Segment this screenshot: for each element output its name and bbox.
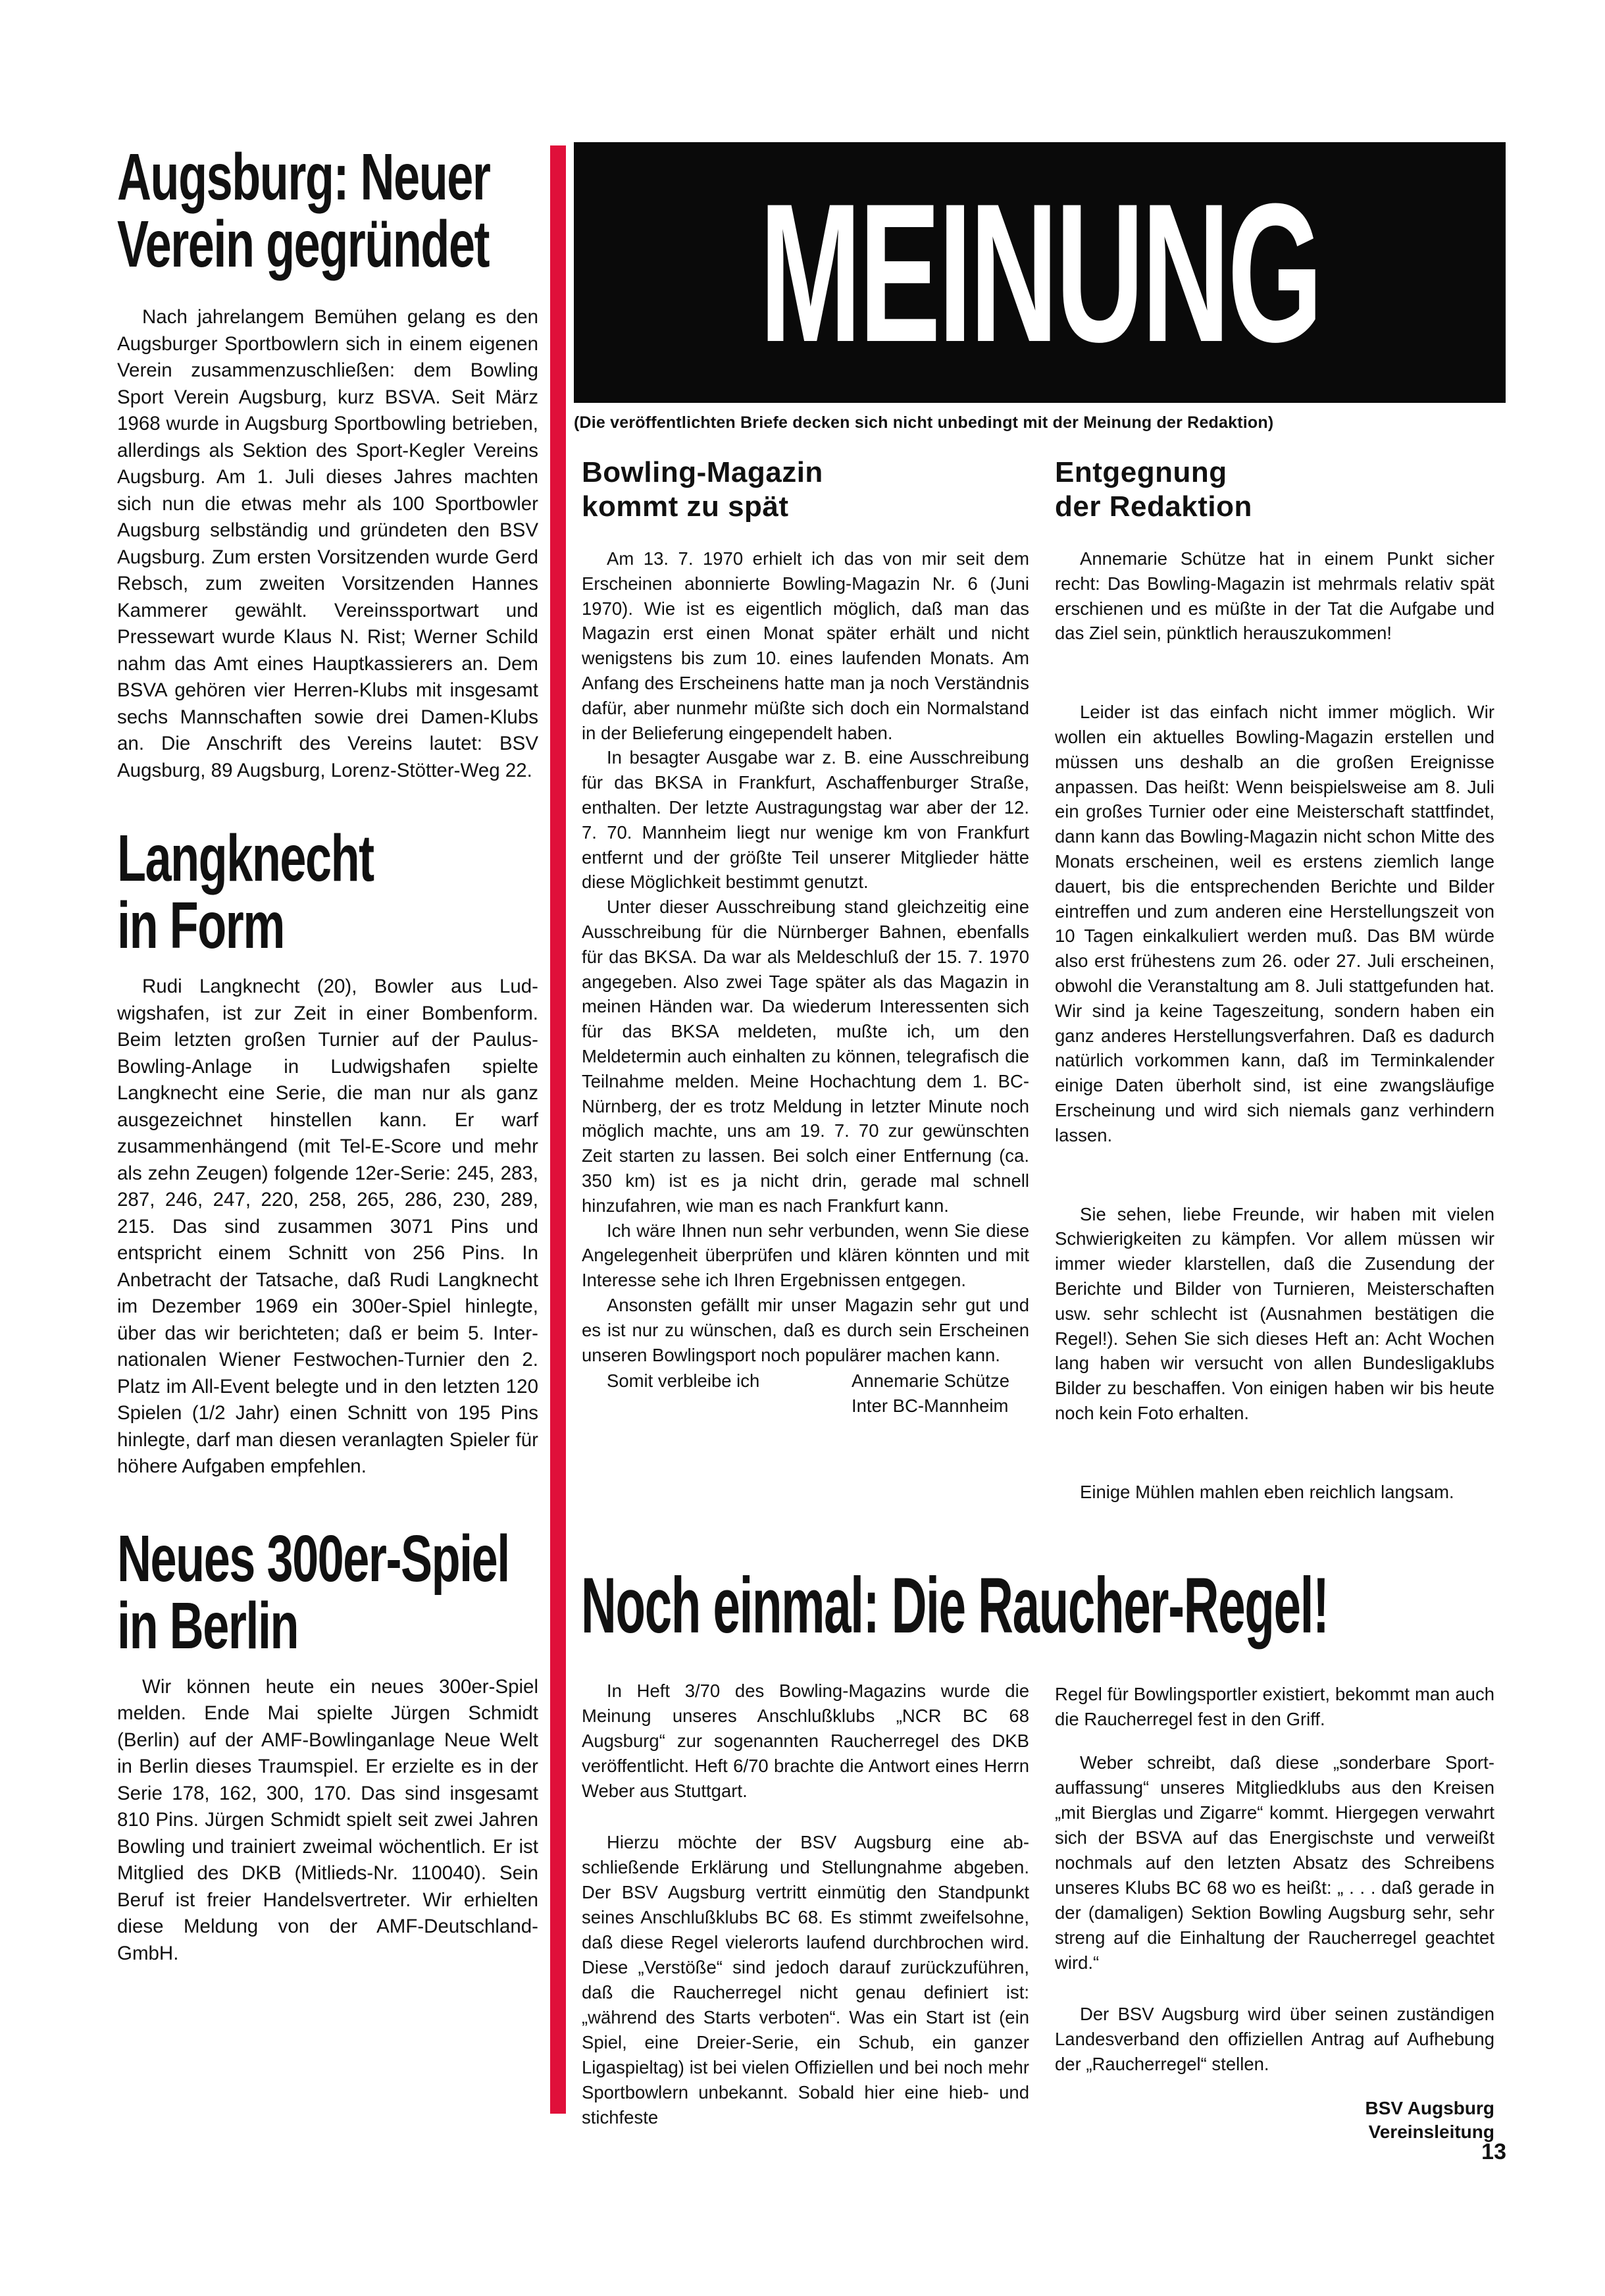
headline-line: Augsburg: Neuer	[117, 140, 490, 214]
raucher-left-column	[582, 1679, 1029, 2130]
left-news-column	[117, 132, 538, 1967]
article-headline	[117, 822, 420, 962]
reply-body	[1055, 546, 1494, 1505]
raucher-signature	[1055, 2097, 1494, 2144]
paragraph: Am 13. 7. 1970 erhielt ich das von mir seit dem Erscheinen abonnierte Bowling-Magazin Nr. 6 (Juni 1970). Wie ist es eigentlich möglich, daß man das Magazin erst einen Monat später erhält und nicht wenigstens bis zum 10. eines laufenden Monats. Am Anfang des Erscheinens hatte man ja noch Verständnis dafür, aber nunmehr müßte sich doch ein Normalstand in der Belieferung eingependelt haben.	[582, 548, 1029, 743]
paragraph: Leider ist das einfach nicht immer möglich. Wir wollen ein aktuelles Bowling-Magazin erstellen und müssen uns deshalb an die großen Ereignisse anpassen. Das heißt: Wenn beispielsweise am 8. Juli ein großes Turnier oder eine Meisterschaft stattfindet, dann kann das Bowling-Magazin nicht schon Mitte des Monats erscheinen, weil es erstens ziemlich lange dauert, bis die entsprechenden Berichte und Bilder eintreffen und zum anderen eine Herstellungszeit von 10 Tagen einkalkuliert werden muß. Das BM würde also erst frühestens zum 26. oder 27. Juli erscheinen, obwohl die Veranstaltung am 8. Juli stattgefunden hat. Wir sind ja keine Tageszeitung, sondern haben ein ganz anderes Herstellungsverfahren. Daß es dadurch natürlich vorkommen kann, daß im Terminkalender einige Daten überholt sind, ist eine zwangsläufige Erscheinung und wird sich niemals ganz verhindern lassen.	[1055, 702, 1494, 1145]
signature-line: Vereinsleitung	[1368, 2122, 1494, 2142]
paragraph: Annemarie Schütze hat in einem Punkt sicher recht: Das Bowling-Magazin ist mehrmals relativ spät erschienen und es müßte in der Tat die Aufgabe und das Ziel sein, pünktlich herauszukommen!	[1055, 548, 1494, 644]
signature-line: BSV Augsburg	[1365, 2098, 1494, 2118]
headline-line: kommt zu spät	[582, 490, 789, 523]
paragraph: Wir können heute ein neues 300er-Spiel melden. Ende Mai spielte Jürgen Schmidt (Berlin) auf der AMF-Bowlinganlage Neue Welt in Berlin dieses Traumspiel. Er erzielte es in der Serie 178, 162, 300, 170. Das sind insgesamt 810 Pins. Jürgen Schmidt spielt seit zwei Jahren Bowling und trainiert zweimal wöchentlich. Er ist Mitglied des DKB (Mitlieds-Nr. 110040). Sein Beruf ist freier Handelsvertreter. Wir erhielten diese Meldung von der AMF-Deutschland-GmbH.	[117, 1675, 538, 1964]
headline-line: in Form	[117, 889, 284, 962]
reply-headline	[1055, 456, 1494, 524]
paragraph: Rudi Langknecht (20), Bowler aus Ludwigshafen, ist zur Zeit in einer Bombenform. Beim letzten großen Turnier auf der Paulus-Bowling-Anlage in Ludwigshafen spielte Langknecht eine Serie, die man nur als ganz ausgezeichnet hinstellen kann. Er warf zusammenhängend (mit Tel-E-Score und mehr als zehn Zeugen) folgende 12er-Serie: 245, 283, 287, 246, 247, 220, 258, 265, 286, 230, 289, 215. Das sind zusammen 3071 Pins und entspricht einem Schnitt von 256 Pins. In Anbetracht der Tatsache, daß Rudi Langknecht im Dezember 1969 ein 300er-Spiel hinlegte, über das wir berichteten; daß er beim 5. Internationalen Wiener Festwochen-Turnier den 2. Platz im All-Event belegte und in den letzten 120 Spielen (1/2 Jahr) einen Schnitt von 195 Pins hinlegte, darf man diesen veranlagten Spieler für höhere Aufgaben empfehlen.	[117, 976, 538, 1477]
headline-line: Entgegnung	[1055, 456, 1227, 488]
paragraph: Einige Mühlen mahlen eben reichlich langsam.	[1080, 1481, 1454, 1502]
paragraph: Unter dieser Ausschreibung stand gleichzeitig eine Ausschreibung für die Nürnberger Bahnen, ebenfalls für das BKSA. Da war als Meldeschluß der 15. 7. 1970 angegeben. Also zwei Tage später als das Magazin in meinen Händen war. Da wiederum Interessenten sich für das BKSA meldeten, mußte ich, um den Meldetermin auch einhalten zu können, telegrafisch die Teilnahme melden. Meine Hochachtung dem 1. BC-Nürnberg, der es trotz Meldung in letzter Minute noch möglich machte, uns am 19. 7. 70 zur gewünschten Zeit starten zu lassen. Bei solch einer Entfernung (ca. 350 km) ist es ja nicht drin, gerade mal schnell hinzufahren, wie man es nach Frankfurt kann.	[582, 897, 1029, 1216]
paragraph: Ansonsten gefällt mir unser Magazin sehr gut und es ist nur zu wünschen, daß es durch sein Erscheinen unseren Bowlingsport noch populärer machen kann.	[582, 1294, 1029, 1365]
paragraph: Ich wäre Ihnen nun sehr verbunden, wenn Sie diese Angelegenheit überprüfen und klären könnten und mit Interesse sehe ich Ihren Ergebnissen entgegen.	[582, 1220, 1029, 1291]
editorial-disclaimer: (Die veröffentlichten Briefe decken sich nicht unbedingt mit der Meinung der Redaktion)	[574, 413, 1274, 432]
banner-title: MEINUNG	[759, 162, 1321, 383]
paragraph: Nach jahrelangem Bemühen gelang es den Augsburger Sportbowlern sich in einem eigenen Verein zusammenzuschließen: dem Bowling Sport Verein Augsburg, kurz BSVA. Seit März 1968 wurde in Augsburg Sportbowling betrieben, allerdings als Sektion des Sport-Kegler Vereins Augsburg. Am 1. Juli dieses Jahres machten sich nun die etwas mehr als 100 Sportbowler Augsburg selbständig und gründeten den BSV Augsburg. Zum ersten Vorsitzenden wurde Gerd Rebsch, zum zweiten Vorsitzenden Hannes Kammerer gewählt. Vereinssportwart und Pressewart wurde Klaus N. Rist; Werner Schild nahm das Amt eines Hauptkassierers an. Dem BSVA gehören vier Herren-Klubs mit insgesamt sechs Mannschaften sowie drei Damen-Klubs an. Die Anschrift des Vereins lautet: BSV Augsburg, 89 Augsburg, Lorenz-Stötter-Weg 22.	[117, 306, 538, 781]
article-headline	[117, 140, 490, 281]
red-divider-bar	[550, 145, 566, 2114]
letter-closing: Somit verbleibe ich	[607, 1370, 760, 1392]
headline-line: Verein gegründet	[117, 207, 490, 281]
letter-body	[582, 546, 1029, 1419]
article-langknecht	[117, 822, 538, 1480]
headline-line: Neues 300er-Spiel	[117, 1521, 509, 1596]
paragraph: In besagter Ausgabe war z. B. eine Ausschreibung für das BKSA in Frankfurt, Aschaffenburger Straße, enthalten. Der letzte Austragungstag war aber der 12. 7. 70. Mannheim liegt nur wenige km von Frankfurt entfernt und der größte Teil unserer Mitglieder hätte diese Möglichkeit bestimmt genutzt.	[582, 747, 1029, 893]
reader-letter	[582, 456, 1029, 1419]
article-body	[117, 1674, 538, 1968]
signer-name: Annemarie Schütze	[852, 1370, 1009, 1392]
paragraph: Der BSV Augsburg wird über seinen zuständigen Landesverband den offiziellen Antrag auf Aufhebung der „Raucherregel“ stellen.	[1055, 2004, 1494, 2074]
article-headline	[117, 1521, 509, 1663]
signer-club: Inter BC-Mannheim	[852, 1396, 1009, 1417]
paragraph: In Heft 3/70 des Bowling-Magazins wurde die Meinung unseres Anschlußklubs „NCR BC 68 Augsburg“ zur sogenannten Raucherregel des DKB veröffentlicht. Heft 6/70 brachte die Antwort eines Herrn Weber aus Stuttgart.	[582, 1681, 1029, 1801]
article-augsburg-new-club	[117, 140, 538, 784]
letter-headline	[582, 456, 1029, 524]
headline-line: Bowling-Magazin	[582, 456, 823, 488]
letter-signature	[582, 1369, 1029, 1419]
paragraph: Regel für Bowlingsportler existiert, bekommt man auch die Raucherregel fest in den Griff.	[1055, 1684, 1494, 1729]
article-300-berlin	[117, 1521, 538, 1968]
raucher-headline: Noch einmal: Die Raucher-Regel!	[581, 1561, 1329, 1650]
meinung-banner	[574, 142, 1506, 403]
paragraph: Sie sehen, liebe Freunde, wir haben mit vielen Schwierigkeiten zu kämpfen. Vor allem müssen wir immer wieder klarstellen, daß die Zusendung der Berichte und Bilder von Turnieren, Meisterschaften usw. sehr schlecht ist (Ausnahmen bestätigen die Regel!). Sehen Sie sich dieses Heft an: Acht Wochen lang haben wir versucht von allen Bundesligaklubs Bilder zu beschaffen. Von einigen haben wir bis heute noch kein Foto erhalten.	[1055, 1203, 1494, 1423]
headline-line: Langknecht	[117, 822, 374, 895]
raucher-body-right	[1055, 1682, 1494, 2077]
letter-signer	[852, 1369, 1029, 1419]
raucher-right-column	[1055, 1682, 1494, 2144]
headline-line: in Berlin	[117, 1588, 299, 1663]
article-body	[117, 974, 538, 1480]
page-number: 13	[1481, 2139, 1506, 2164]
paragraph: Hierzu möchte der BSV Augsburg eine abschließende Erklärung und Stellungnahme abgeben. Der BSV Augsburg vertritt einmütig den Standpunkt seines Anschlußklubs BC 68. Es stimmt zweifelsohne, daß diese Regel vielerorts laufend durchbrochen wird. Diese „Verstöße“ sind jedoch darauf zurückzuführen, daß die Raucherregel nicht genau definiert ist: „während des Starts verboten“. Was ein Start ist (ein Spiel, eine Dreier-Serie, ein Schub, ein ganzer Ligaspieltag) ist bei vielen Offiziellen und bei noch mehr Sportbowlern unbekannt. Sobald hier eine hieb- und stichfeste	[582, 1832, 1029, 2127]
headline-line: der Redaktion	[1055, 490, 1252, 523]
editorial-reply	[1055, 456, 1494, 1505]
article-body	[117, 304, 538, 784]
paragraph: Weber schreibt, daß diese „sonderbare Sportauffassung“ unseres Mitgliedklubs aus den Kreisen „mit Bierglas und Zigarre“ kommt. Hiergegen verwahrt sich der BSVA auf das Energischste und verweißt nochmals auf den letzten Absatz des Schreibens unseres Klubs BC 68 wo es heißt: „ . . . daß gerade in der (damaligen) Sektion Bowling Augsburg sehr, sehr streng auf die Einhaltung der Raucherregel geachtet wird.“	[1055, 1752, 1494, 1973]
raucher-body-left	[582, 1679, 1029, 2130]
